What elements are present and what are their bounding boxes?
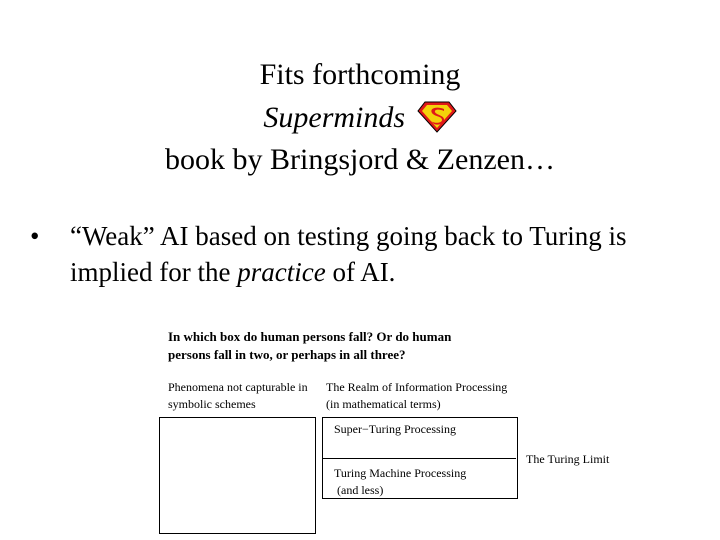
left-label-line-1: Phenomena not capturable in bbox=[168, 380, 308, 394]
turing-label-line-2: (and less) bbox=[334, 483, 384, 497]
right-box-label bbox=[326, 379, 507, 413]
bullet-text-end: of AI. bbox=[325, 257, 396, 287]
book-title: Superminds bbox=[263, 101, 406, 134]
bullet-dot: • bbox=[30, 221, 40, 251]
left-box-label bbox=[168, 379, 308, 413]
bullet-emphasis: practice bbox=[237, 257, 326, 287]
title-line-1: Fits forthcoming bbox=[259, 58, 461, 91]
turing-limit-divider bbox=[322, 458, 516, 459]
right-label-line-1: The Realm of Information Processing bbox=[326, 380, 508, 394]
title-line-3: book by Bringsjord & Zenzen… bbox=[165, 143, 555, 176]
super-turing-label: Super−Turing Processing bbox=[334, 422, 456, 436]
superman-shield-icon bbox=[417, 101, 457, 143]
right-label-line-2: (in mathematical terms) bbox=[326, 397, 441, 411]
turing-label-line-1: Turing Machine Processing bbox=[334, 466, 467, 480]
turing-machine-label bbox=[334, 465, 466, 499]
question-line-2: persons fall in two, or perhaps in all three? bbox=[168, 347, 406, 362]
bullet-text-start: “Weak” AI based on testing going back to Turing is implied for the bbox=[70, 221, 627, 287]
question-line-1: In which box do human persons fall? Or do human bbox=[168, 329, 452, 344]
non-symbolic-box bbox=[159, 417, 316, 534]
figure-question bbox=[168, 328, 451, 364]
turing-limit-label: The Turing Limit bbox=[526, 452, 610, 466]
title-line-2 bbox=[0, 99, 720, 143]
bullet-text bbox=[70, 218, 670, 290]
left-label-line-2: symbolic schemes bbox=[168, 397, 256, 411]
